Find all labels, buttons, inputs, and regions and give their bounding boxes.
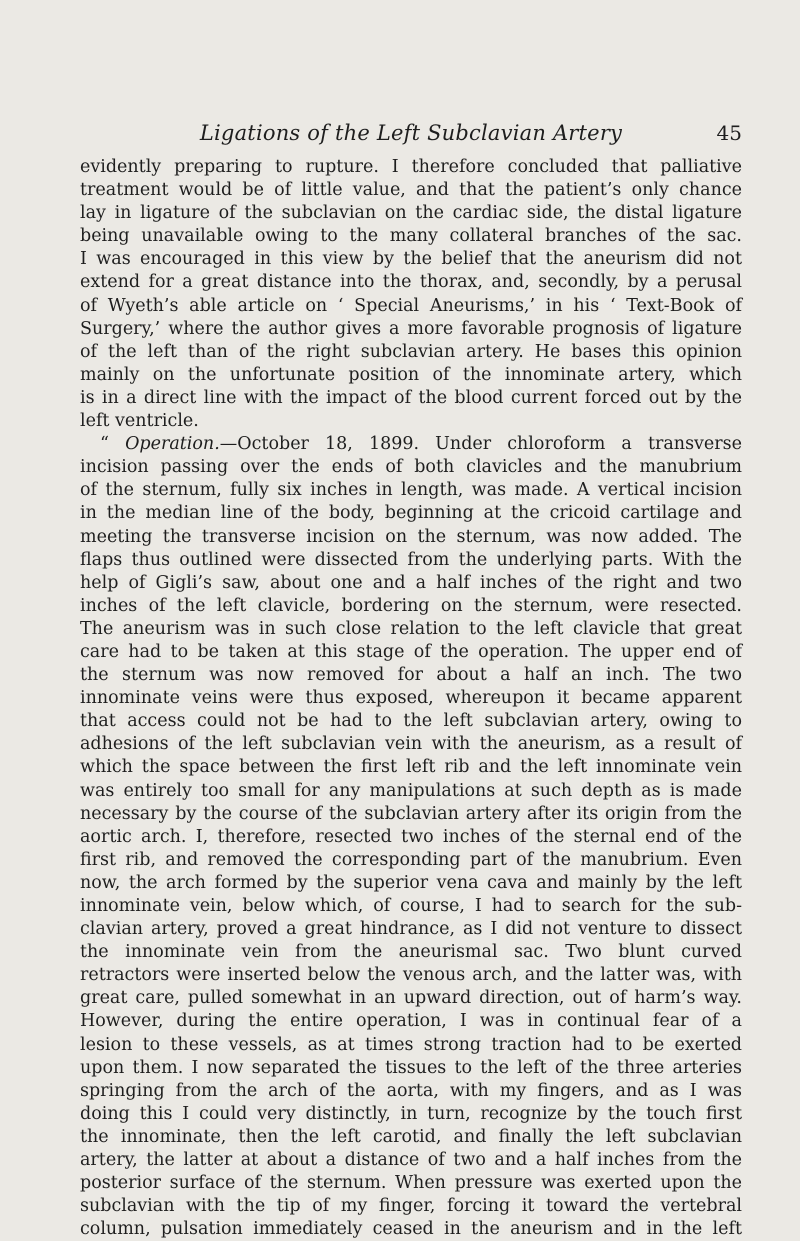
text-line: first rib, and removed the corresponding part of the manubrium. Even [80, 849, 742, 870]
text-line: aortic arch. I, therefore, resected two inches of the sternal end of the [80, 826, 742, 847]
text-line: evidently preparing to rupture. I therefore concluded that palliative [80, 157, 742, 177]
text-line: which the space between the first left rib and the left innominate vein [80, 757, 742, 778]
text-line: the innominate vein from the aneurismal sac. Two blunt curved [80, 942, 742, 963]
text-line: The aneurism was in such close relation to the left clavicle that great [80, 618, 742, 639]
text-line: doing this I could very distinctly, in turn, recognize by the touch first [80, 1103, 742, 1124]
text-line: of the left than of the right subclavian artery. He bases this opinion [80, 341, 742, 362]
page-number: 45 [716, 121, 742, 145]
text-line: flaps thus outlined were dissected from the underlying parts. With the [80, 549, 742, 570]
text-line: is in a direct line with the impact of the blood current forced out by the [80, 387, 742, 408]
text-line: clavian artery, proved a great hindrance, as I did not venture to dissect [80, 919, 742, 940]
running-title: Ligations of the Left Subclavian Artery [199, 121, 623, 145]
text-line: upon them. I now separated the tissues to the left of the three arteries [80, 1057, 742, 1078]
text-line: innominate vein, below which, of course, I had to search for the sub- [80, 896, 742, 916]
text-line: incision passing over the ends of both clavicles and the manubrium [80, 457, 742, 478]
text-line: I was encouraged in this view by the belief that the aneurism did not [80, 249, 742, 270]
text-line: of Wyeth’s able article on ‘ Special Aneurisms,’ in his ‘ Text-Book of [80, 295, 742, 316]
operation-heading: Operation. [125, 434, 220, 455]
text-line: being unavailable owing to the many collateral branches of the sac. [80, 226, 742, 247]
text-line: extend for a great distance into the thorax, and, secondly, by a perusal [80, 272, 742, 293]
text-line: of the sternum, fully six inches in length, was made. A vertical incision [80, 480, 742, 501]
text-line: that access could not be had to the left subclavian artery, owing to [80, 711, 742, 732]
text-line: inches of the left clavicle, bordering on the sternum, were resected. [80, 595, 742, 616]
text-line: column, pulsation immediately ceased in the aneurism and in the left [80, 1219, 742, 1240]
text-line: Surgery,’ where the author gives a more favorable prognosis of ligature [80, 318, 742, 339]
text-line: mainly on the unfortunate position of the innominate artery, which [80, 364, 742, 385]
text-line: was entirely too small for any manipulations at such depth as is made [80, 780, 742, 801]
open-quote: “ [100, 434, 126, 455]
text-line: necessary by the course of the subclavian artery after its origin from the [80, 803, 742, 824]
running-head [80, 118, 742, 148]
text-line: in the median line of the body, beginning at the cricoid cartilage and [80, 503, 742, 524]
text-line: subclavian with the tip of my finger, forcing it toward the vertebral [80, 1196, 742, 1217]
operation-line [80, 433, 742, 456]
text-line: However, during the entire operation, I was in continual fear of a [80, 1011, 742, 1032]
text-line: help of Gigli’s saw, about one and a half inches of the right and two [80, 572, 742, 593]
text-line: care had to be taken at this stage of the operation. The upper end of [80, 641, 742, 662]
text-line: lay in ligature of the subclavian on the cardiac side, the distal ligature [80, 203, 742, 224]
text-line: the innominate, then the left carotid, and finally the left subclavian [80, 1126, 742, 1147]
text-line: posterior surface of the sternum. When pressure was exerted upon the [80, 1173, 742, 1194]
text-line: left ventricle. [80, 411, 199, 432]
text-line: treatment would be of little value, and that the patient’s only chance [80, 180, 742, 201]
operation-date-text: —October 18, 1899. Under chloroform a transverse [219, 434, 742, 455]
text-line: the sternum was now removed for about a half an inch. The two [80, 665, 742, 686]
body-text [80, 156, 742, 1241]
text-line: now, the arch formed by the superior vena cava and mainly by the left [80, 872, 742, 893]
text-line: innominate veins were thus exposed, whereupon it became apparent [80, 688, 742, 709]
text-line: artery, the latter at about a distance of two and a half inches from the [80, 1150, 742, 1171]
text-line: adhesions of the left subclavian vein with the aneurism, as a result of [80, 734, 742, 755]
text-line: springing from the arch of the aorta, with my fingers, and as I was [80, 1080, 742, 1101]
text-line: retractors were inserted below the venous arch, and the latter was, with [80, 965, 742, 986]
text-line: great care, pulled somewhat in an upward direction, out of harm’s way. [80, 988, 742, 1009]
text-line: lesion to these vessels, as at times strong traction had to be exerted [80, 1034, 742, 1055]
text-line: meeting the transverse incision on the sternum, was now added. The [80, 526, 742, 547]
